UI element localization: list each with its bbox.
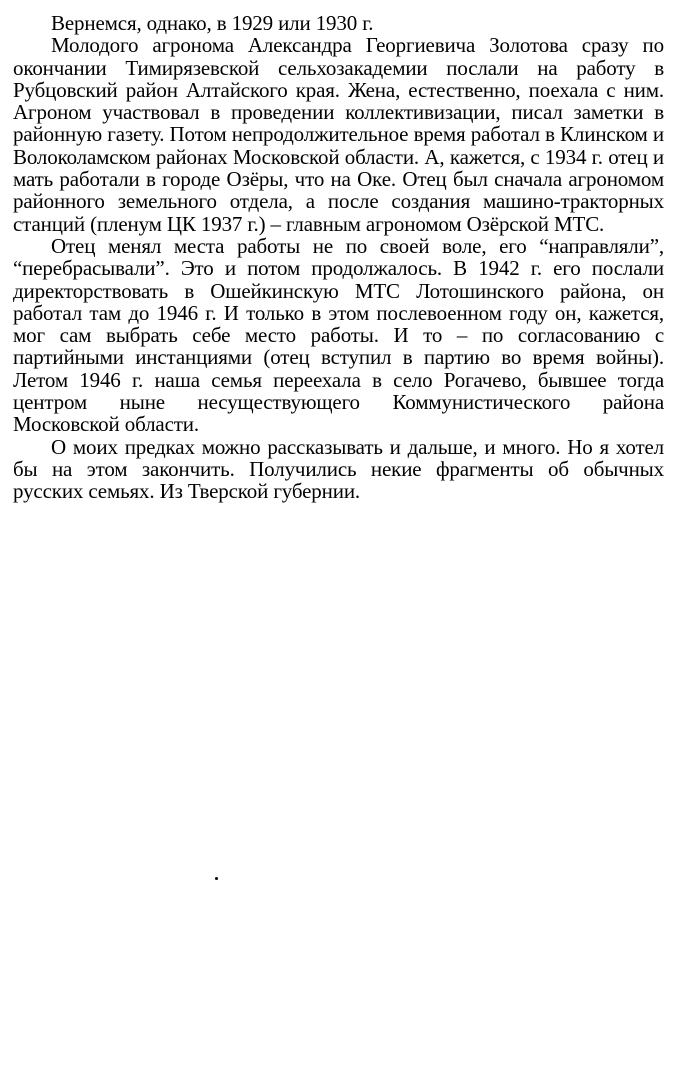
document-page — [13, 12, 664, 503]
scan-speck — [215, 877, 218, 880]
paragraph: Отец менял места работы не по своей воле, его “направляли”, “перебрасывали”. Это и потом продолжалось. В 1942 г. его послали директорствовать в Ошейкинскую МТС Лотошинского района, он работал там до 1946 г. И только в этом послевоенном году он, кажется, мог сам выбрать себе место работы. И то – по согласованию с партийными инстанциями (отец вступил в партию во время войны). Летом 1946 г. наша семья переехала в село Рогачево, бывшее тогда центром ныне несуществующего Коммунистического района Московской области. — [13, 233, 664, 437]
paragraph: Молодого агронома Александра Георгиевича Золотова сразу по окончании Тимирязевской сельхозакадемии послали на работу в Рубцовский район Алтайского края. Жена, естественно, поехала с ним. Агроном участвовал в проведении коллективизации, писал заметки в районную газету. Потом непродолжительное время работал в Клинском и Волоколамском районах Московской области. А, кажется, с 1934 г. отец и мать работали в городе Озёры, что на Оке. Отец был сначала агрономом районного земельного отдела, а после создания машино-тракторных станций (пленум ЦК 1937 г.) – главным агрономом Озёрской МТС. — [13, 33, 664, 236]
paragraph: Вернемся, однако, в 1929 или 1930 г. — [51, 11, 374, 35]
paragraph: О моих предках можно рассказывать и дальше, и много. Но я хотел бы на этом закончить. Получились некие фрагменты об обычных русских семьях. Из Тверской губернии. — [13, 434, 664, 504]
